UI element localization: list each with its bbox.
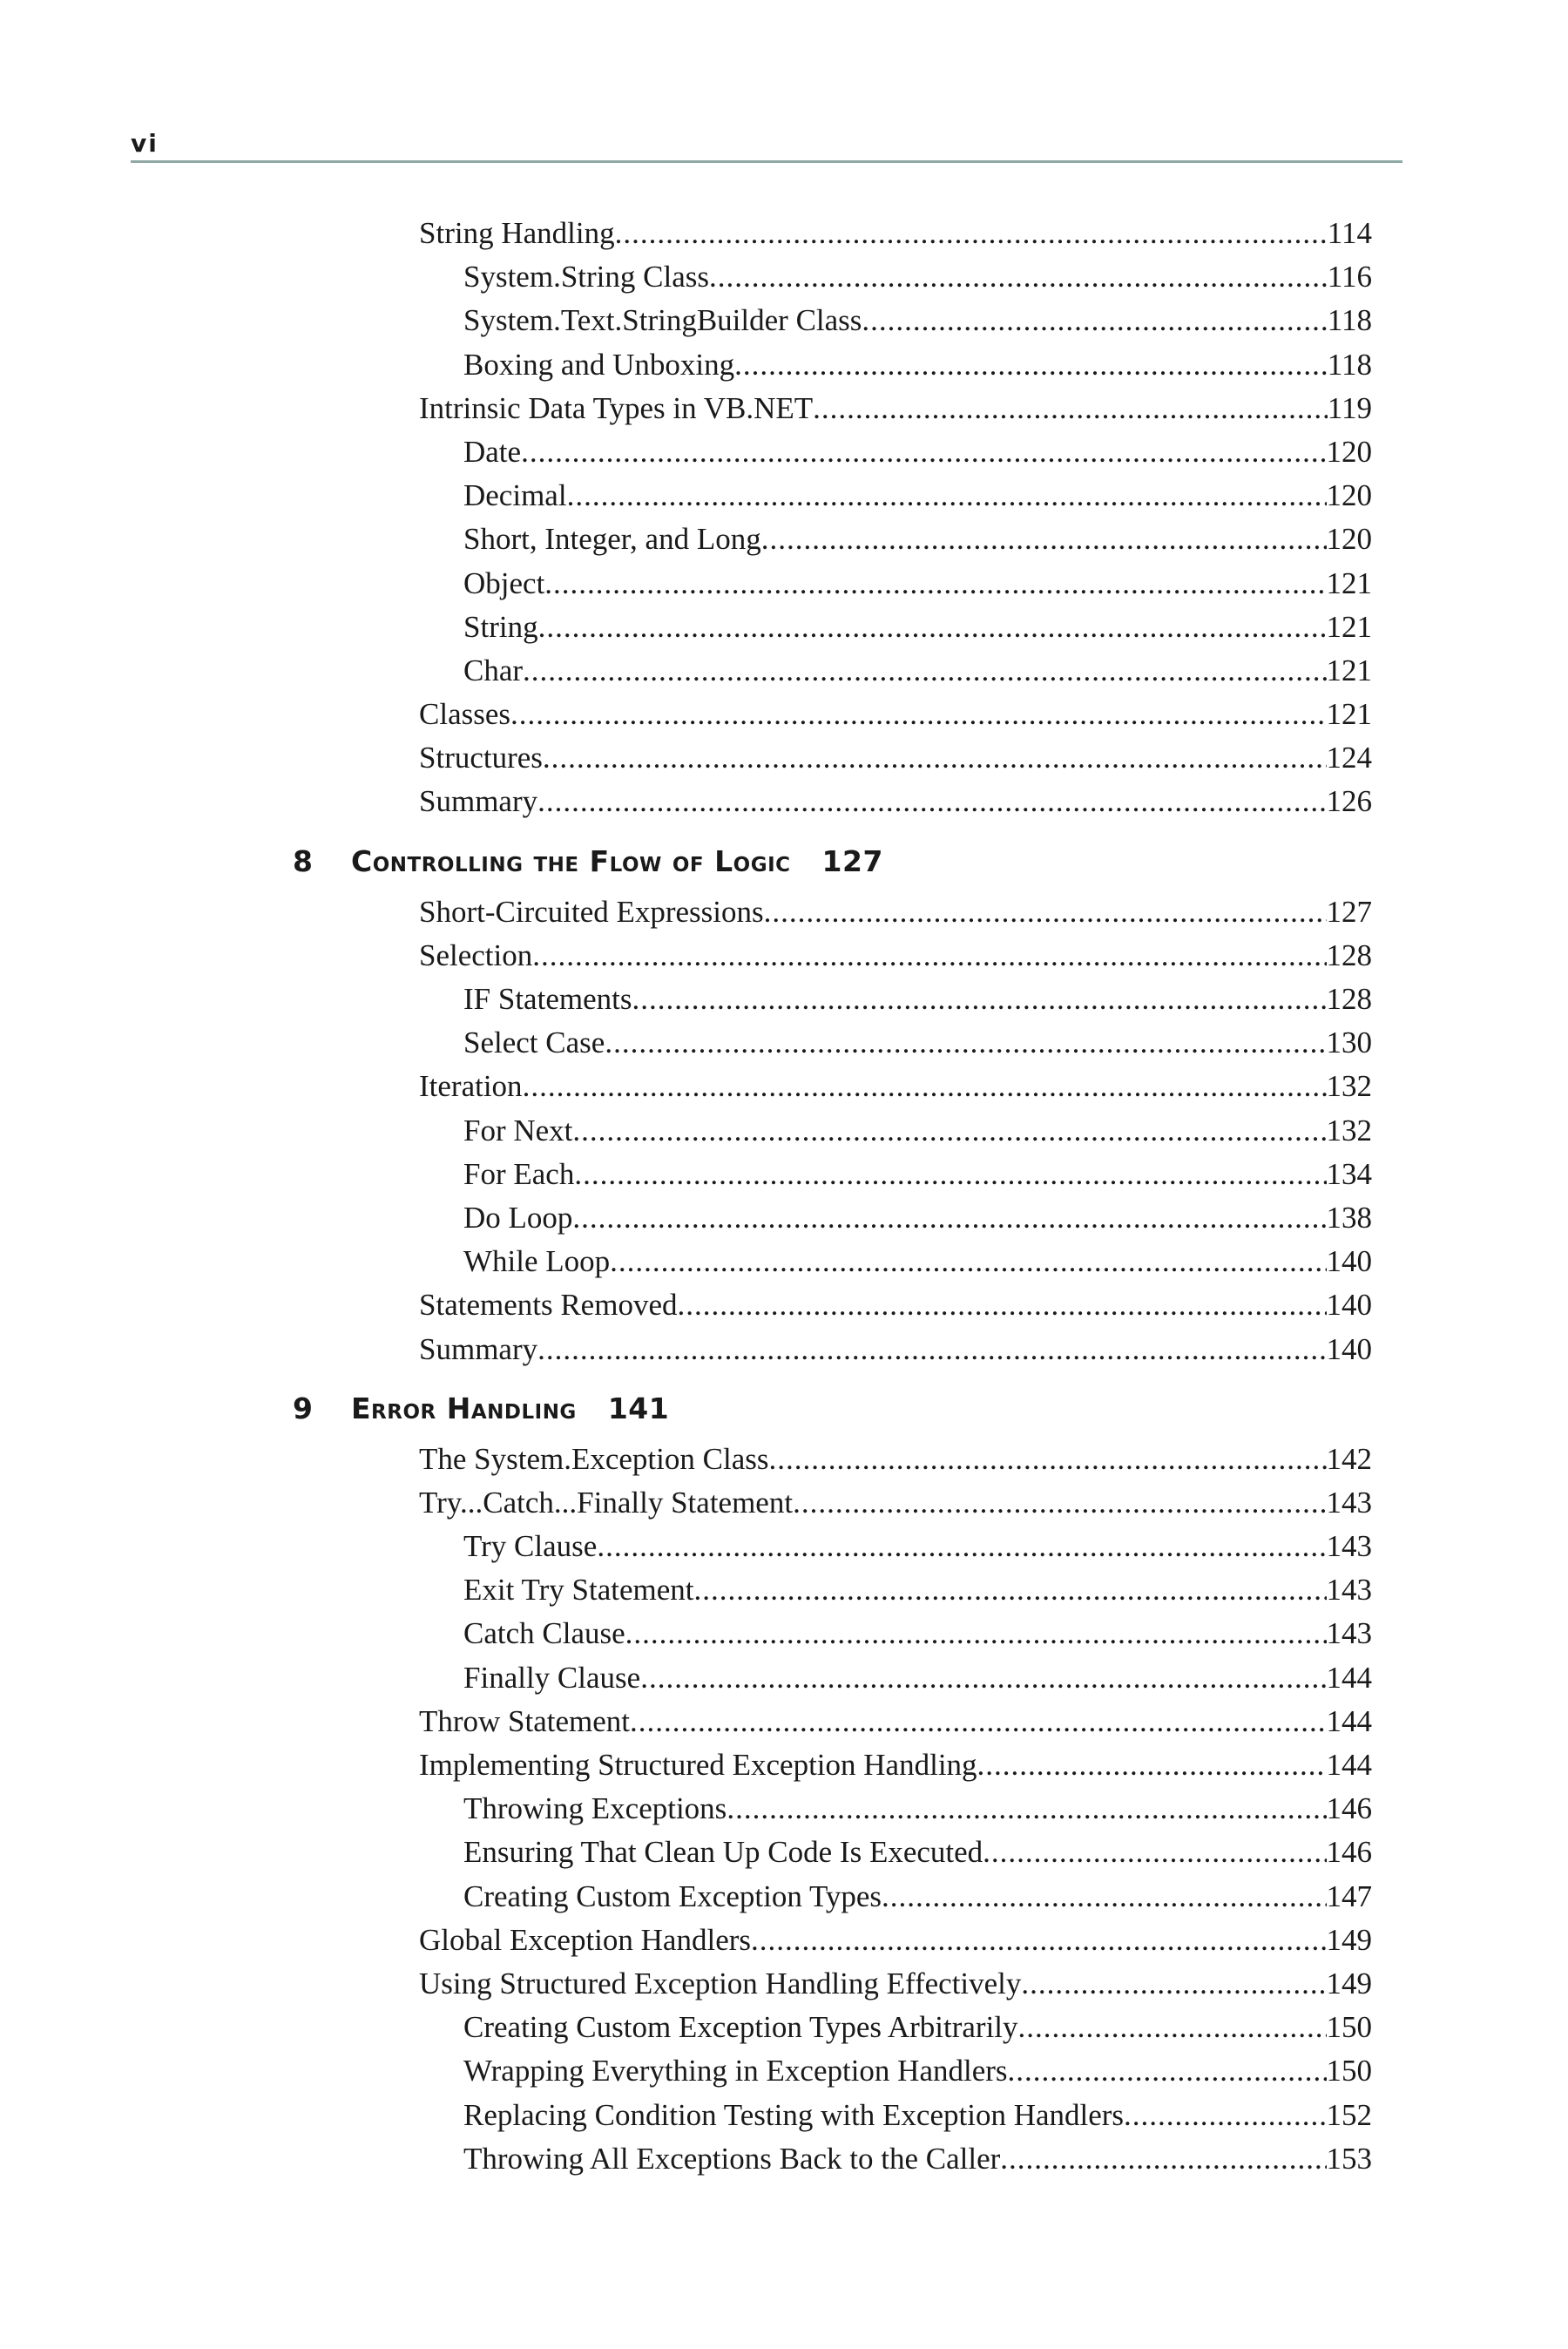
toc-entry-title: System.String Class <box>463 260 709 294</box>
toc-entry[interactable] <box>419 890 1372 934</box>
toc-entry[interactable] <box>419 1962 1372 2006</box>
dot-leader <box>768 1438 1326 1481</box>
chapter-page-number: 141 <box>607 1391 670 1425</box>
dot-leader <box>630 1700 1326 1743</box>
toc-entry-title: Structures <box>419 741 543 775</box>
toc-entry[interactable] <box>419 1065 1372 1108</box>
toc-entry-page: 153 <box>1326 2141 1372 2176</box>
toc-entry-page: 132 <box>1326 1069 1372 1104</box>
toc-entry[interactable] <box>419 1438 1372 1481</box>
toc-entry-page: 143 <box>1326 1529 1372 1564</box>
toc-subentry[interactable] <box>463 2049 1372 2093</box>
dot-leader <box>1021 1962 1326 2006</box>
toc-entry-title: Exit Try Statement <box>463 1573 694 1608</box>
dot-leader <box>625 1612 1327 1655</box>
dot-leader <box>693 1568 1326 1612</box>
dot-leader <box>977 1743 1327 1787</box>
toc-entry-title: Finally Clause <box>463 1660 641 1695</box>
dot-leader <box>813 387 1328 430</box>
toc-entry[interactable] <box>419 387 1372 430</box>
toc-subentry[interactable] <box>463 1153 1372 1196</box>
dot-leader <box>572 1196 1326 1240</box>
toc-entry-page: 147 <box>1326 1879 1372 1913</box>
toc-entry-page: 140 <box>1326 1288 1372 1323</box>
toc-entry-title: Selection <box>419 938 533 972</box>
toc-subentry[interactable] <box>463 1240 1372 1283</box>
toc-subentry[interactable] <box>463 1525 1372 1568</box>
dot-leader <box>761 518 1327 561</box>
toc-entry-page: 118 <box>1327 303 1372 338</box>
toc-entry-page: 128 <box>1326 938 1372 972</box>
toc-entry-title: Summary <box>419 784 538 819</box>
dot-leader <box>510 693 1327 736</box>
page-number: vi <box>131 129 159 158</box>
dot-leader <box>1124 2094 1326 2137</box>
toc-entry-title: IF Statements <box>463 982 632 1016</box>
toc-entry-title: Replacing Condition Testing with Exception Handlers <box>463 2097 1125 2132</box>
chapter-number: 8 <box>293 843 313 878</box>
toc-subentry[interactable] <box>463 474 1372 518</box>
toc-entry-title: String Handling <box>419 216 615 250</box>
dot-leader <box>544 562 1326 606</box>
toc-entry-page: 126 <box>1326 784 1372 819</box>
dot-leader <box>543 736 1327 780</box>
toc-entry-page: 144 <box>1326 1660 1372 1695</box>
dot-leader <box>538 606 1327 649</box>
toc-entry-title: Throw Statement <box>419 1703 631 1738</box>
toc-entry-page: 146 <box>1326 1835 1372 1870</box>
toc-entry-page: 114 <box>1327 216 1372 250</box>
toc-entry-page: 120 <box>1326 522 1372 557</box>
dot-leader <box>709 255 1328 299</box>
toc-entry-page: 150 <box>1326 2010 1372 2045</box>
dot-leader <box>523 1065 1327 1108</box>
toc-entry-page: 150 <box>1326 2054 1372 2088</box>
toc-entry-page: 130 <box>1326 1026 1372 1060</box>
toc-entry-title: Throwing All Exceptions Back to the Caller <box>463 2141 1001 2176</box>
toc-entry-title: Date <box>463 434 522 469</box>
toc-entry[interactable] <box>419 212 1372 255</box>
toc-subentry[interactable] <box>463 1568 1372 1612</box>
toc-entry-page: 138 <box>1326 1200 1372 1235</box>
toc-entry-title: Classes <box>419 697 510 732</box>
dot-leader <box>1000 2137 1326 2181</box>
toc-entry[interactable] <box>419 1481 1372 1525</box>
toc-entry-title: For Each <box>463 1156 575 1191</box>
chapter-page-number: 127 <box>821 843 883 878</box>
toc-entry-title: Ensuring That Clean Up Code Is Executed <box>463 1835 983 1870</box>
toc-entry-title: Summary <box>419 1331 538 1366</box>
toc-entry[interactable] <box>419 1283 1372 1327</box>
toc-entry-page: 118 <box>1327 347 1372 382</box>
dot-leader <box>605 1021 1326 1065</box>
toc-entry-title: Object <box>463 565 545 600</box>
toc-subentry[interactable] <box>463 518 1372 561</box>
dot-leader <box>537 780 1326 823</box>
dot-leader <box>523 649 1326 693</box>
toc-entry-page: 149 <box>1326 1922 1372 1957</box>
toc-entry-title: Char <box>463 653 524 687</box>
chapter-title-text: Error Handling <box>351 1391 577 1425</box>
toc-entry-title: Wrapping Everything in Exception Handlers <box>463 2054 1008 2088</box>
toc-subentry[interactable] <box>463 255 1372 299</box>
dot-leader <box>677 1283 1326 1327</box>
toc-entry-page: 121 <box>1326 609 1372 644</box>
table-of-contents <box>0 212 1568 2181</box>
toc-entry-title: String <box>463 609 538 644</box>
chapter-number: 9 <box>293 1391 313 1425</box>
toc-entry-page: 140 <box>1326 1331 1372 1366</box>
toc-subentry[interactable] <box>463 1656 1372 1700</box>
toc-entry-title: Decimal <box>463 478 567 513</box>
chapter-title[interactable] <box>351 844 883 878</box>
dot-leader <box>862 299 1327 342</box>
toc-subentry[interactable] <box>463 606 1372 649</box>
toc-entry-page: 144 <box>1326 1703 1372 1738</box>
toc-subentry[interactable] <box>463 1196 1372 1240</box>
chapter-heading <box>0 1371 1568 1438</box>
toc-entry[interactable] <box>419 1700 1372 1743</box>
dot-leader <box>615 212 1328 255</box>
chapter-title[interactable] <box>351 1391 669 1425</box>
toc-entry-page: 142 <box>1326 1441 1372 1476</box>
toc-subentry[interactable] <box>463 299 1372 342</box>
toc-entry[interactable] <box>419 736 1372 780</box>
toc-entry[interactable] <box>419 1919 1372 1962</box>
toc-entry-page: 143 <box>1326 1616 1372 1651</box>
dot-leader <box>751 1919 1326 1962</box>
dot-leader <box>882 1875 1326 1919</box>
dot-leader <box>532 934 1326 978</box>
toc-subentry[interactable] <box>463 1831 1372 1874</box>
toc-subentry[interactable] <box>463 649 1372 693</box>
toc-entry-title: Catch Clause <box>463 1616 625 1651</box>
toc-entry-page: 124 <box>1326 741 1372 775</box>
toc-subentry[interactable] <box>463 343 1372 387</box>
toc-entry-page: 152 <box>1326 2097 1372 2132</box>
toc-entry-page: 127 <box>1326 894 1372 929</box>
toc-entry[interactable] <box>419 780 1372 823</box>
toc-entry-page: 143 <box>1326 1485 1372 1520</box>
toc-subentry[interactable] <box>463 562 1372 606</box>
toc-entry-page: 119 <box>1327 390 1372 425</box>
toc-entry-title: Global Exception Handlers <box>419 1922 752 1957</box>
toc-entry-title: Using Structured Exception Handling Effectively <box>419 1966 1022 2000</box>
toc-entry[interactable] <box>419 1743 1372 1787</box>
toc-entry-title: Iteration <box>419 1069 523 1104</box>
toc-entry-page: 134 <box>1326 1156 1372 1191</box>
toc-subentry[interactable] <box>463 2006 1372 2049</box>
chapter-heading <box>0 824 1568 890</box>
toc-entry-title: Select Case <box>463 1026 605 1060</box>
toc-entry-title: Boxing and Unboxing <box>463 347 735 382</box>
dot-leader <box>983 1831 1326 1874</box>
toc-entry-title: System.Text.StringBuilder Class <box>463 303 862 338</box>
toc-subentry[interactable] <box>463 978 1372 1021</box>
toc-entry-page: 132 <box>1326 1113 1372 1147</box>
toc-subentry[interactable] <box>463 1875 1372 1919</box>
dot-leader <box>574 1153 1326 1196</box>
toc-entry-page: 121 <box>1326 653 1372 687</box>
dot-leader <box>610 1240 1326 1283</box>
dot-leader <box>521 430 1326 474</box>
toc-entry-title: Try Clause <box>463 1529 598 1564</box>
toc-entry-title: Statements Removed <box>419 1288 678 1323</box>
dot-leader <box>597 1525 1326 1568</box>
dot-leader <box>727 1787 1326 1831</box>
dot-leader <box>632 978 1326 1021</box>
dot-leader <box>537 1328 1326 1371</box>
toc-entry-title: Short, Integer, and Long <box>463 522 761 557</box>
toc-entry-title: While Loop <box>463 1244 611 1279</box>
toc-entry-page: 121 <box>1326 565 1372 600</box>
toc-subentry[interactable] <box>463 1021 1372 1065</box>
toc-entry-page: 146 <box>1326 1791 1372 1826</box>
dot-leader <box>793 1481 1326 1525</box>
toc-entry-page: 120 <box>1326 434 1372 469</box>
toc-entry-title: Do Loop <box>463 1200 573 1235</box>
dot-leader <box>1018 2006 1327 2049</box>
dot-leader <box>1008 2049 1327 2093</box>
toc-entry-title: Throwing Exceptions <box>463 1791 727 1826</box>
toc-subentry[interactable] <box>463 430 1372 474</box>
toc-entry-title: Creating Custom Exception Types <box>463 1879 882 1913</box>
toc-subentry[interactable] <box>463 1787 1372 1831</box>
toc-subentry[interactable] <box>463 1109 1372 1153</box>
dot-leader <box>572 1109 1326 1153</box>
chapter-title-text: Controlling the Flow of Logic <box>351 843 791 878</box>
toc-entry-title: Short-Circuited Expressions <box>419 894 764 929</box>
toc-entry-page: 140 <box>1326 1244 1372 1279</box>
toc-subentry[interactable] <box>463 1612 1372 1655</box>
toc-entry-title: The System.Exception Class <box>419 1441 769 1476</box>
toc-entry-page: 121 <box>1326 697 1372 732</box>
dot-leader <box>640 1656 1326 1700</box>
toc-entry[interactable] <box>419 934 1372 978</box>
dot-leader <box>567 474 1327 518</box>
toc-entry-page: 128 <box>1326 982 1372 1016</box>
toc-subentry[interactable] <box>463 2137 1372 2181</box>
dot-leader <box>734 343 1328 387</box>
toc-subentry[interactable] <box>463 2094 1372 2137</box>
toc-entry-page: 116 <box>1327 260 1372 294</box>
toc-entry-title: Creating Custom Exception Types Arbitrarily <box>463 2010 1018 2045</box>
toc-entry-title: Intrinsic Data Types in VB.NET <box>419 390 814 425</box>
toc-entry-page: 143 <box>1326 1573 1372 1608</box>
toc-entry-title: Implementing Structured Exception Handling <box>419 1748 977 1782</box>
toc-entry[interactable] <box>419 1328 1372 1371</box>
toc-entry-title: For Next <box>463 1113 573 1147</box>
toc-entry-page: 144 <box>1326 1748 1372 1782</box>
dot-leader <box>764 890 1327 934</box>
toc-entry[interactable] <box>419 693 1372 736</box>
toc-entry-page: 149 <box>1326 1966 1372 2000</box>
page-header <box>131 129 1402 163</box>
toc-entry-page: 120 <box>1326 478 1372 513</box>
toc-entry-title: Try...Catch...Finally Statement <box>419 1485 794 1520</box>
